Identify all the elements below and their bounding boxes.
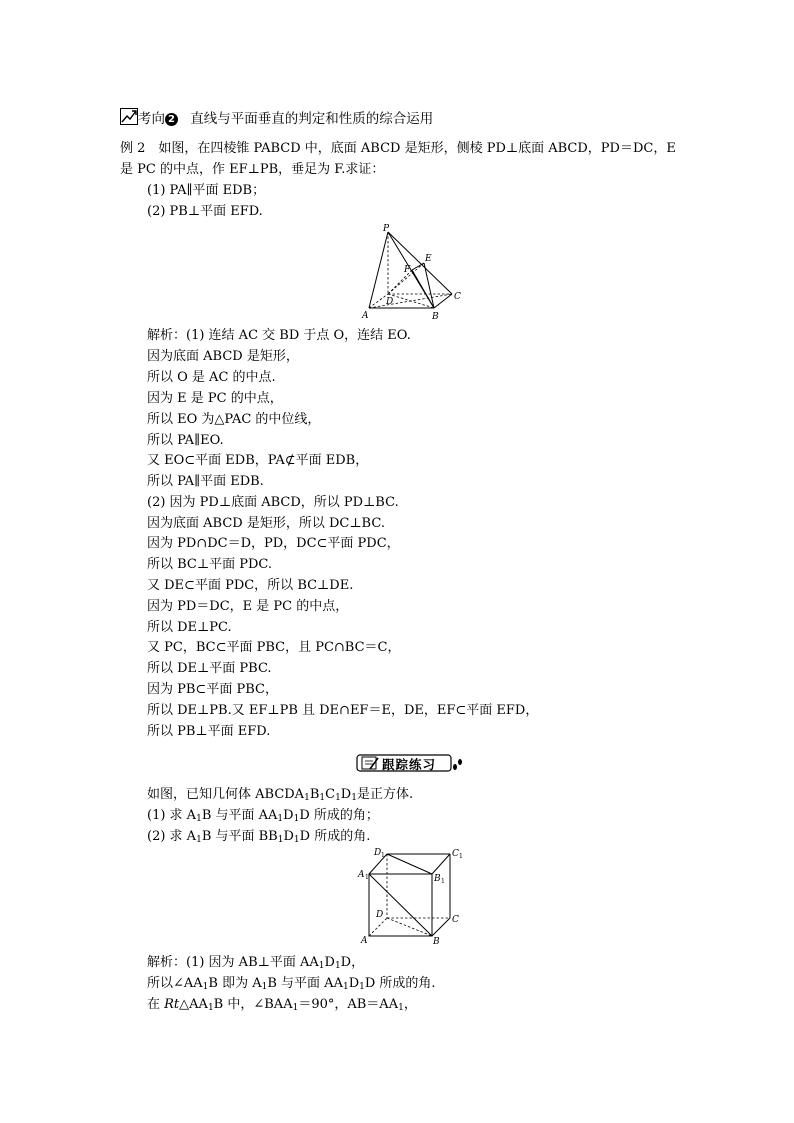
label-A: A	[361, 936, 368, 946]
solution-line: 所以 DE⊥平面 PBC.	[147, 661, 272, 676]
question-2: (2) PB⊥平面 EFD.	[147, 204, 263, 219]
solution-line: 所以 O 是 AC 的中点.	[147, 370, 276, 385]
solution-line: 又 DE⊂平面 PDC，所以 BC⊥DE.	[147, 578, 354, 593]
trend-chart-icon	[120, 108, 138, 130]
solution-line: 所以 DE⊥PB.又 EF⊥PB 且 DE∩EF＝E，DE，EF⊂平面 EFD，	[147, 703, 539, 718]
section-number-badge: 2	[165, 113, 178, 126]
label-A1-sub: 1	[365, 874, 369, 881]
label-B1-sub: 1	[441, 878, 445, 885]
solution-line: 因为 PD＝DC，E 是 PC 的中点，	[147, 599, 349, 614]
solution-line: (2) 因为 PD⊥底面 ABCD，所以 PD⊥BC.	[147, 495, 399, 510]
footprints-icon	[453, 759, 462, 770]
solution-line: 所以 PB⊥平面 EFD.	[147, 724, 271, 739]
solution-line: 因为底面 ABCD 是矩形，	[147, 349, 299, 364]
section-title: 直线与平面垂直的判定和性质的综合运用	[190, 111, 434, 127]
solution-line: 所以 BC⊥平面 PDC.	[147, 557, 273, 572]
label-C: C	[454, 292, 461, 302]
label-P: P	[383, 224, 390, 234]
label-D1-sub: 1	[381, 852, 385, 859]
pencil-book-icon	[362, 757, 378, 769]
solution2-line-2: 所以$\angle AA_1B$ 即为 $A_1B$ 与平面 $AA_1D_1D$ 所成的角.	[147, 976, 436, 992]
example-line-2: 是 PC 的中点，作 EF⊥PB，垂足为 F.求证：	[120, 162, 385, 177]
solution-line: 因为底面 ABCD 是矩形，所以 DC⊥BC.	[147, 516, 385, 531]
cube-figure	[356, 846, 468, 946]
solution-line: 又 PC，BC⊂平面 PBC，且 PC∩BC＝C，	[147, 640, 401, 655]
section-header	[120, 108, 433, 130]
label-C1-sub: 1	[459, 853, 463, 860]
solution-line: 解析：(1) 连结 AC 交 BD 于点 O，连结 EO.	[147, 328, 411, 343]
question-1: (1) PA∥平面 EDB；	[147, 183, 266, 198]
example-line-1: 例 2 如图，在四棱锥 PABCD 中，底面 ABCD 是矩形，侧棱 PD⊥底面 ABCD，PD＝DC，E	[120, 141, 676, 156]
section-prefix: 考向	[138, 111, 165, 127]
label-F: F	[404, 265, 411, 275]
label-C: C	[452, 915, 459, 925]
practice-question-1: (1) 求 $A_1B$ 与平面 $AA_1D_1D$ 所成的角；	[147, 808, 379, 824]
solution-line: 因为 PD∩DC＝D，PD，DC⊂平面 PDC，	[147, 536, 400, 551]
label-D1: D	[374, 848, 382, 858]
solution-line: 所以 PA∥EO.	[147, 433, 224, 448]
label-C1: C	[452, 849, 459, 859]
solution-line: 所以 DE⊥PC.	[147, 620, 232, 635]
solution-line: 所以 PA∥平面 EDB.	[147, 474, 264, 489]
label-A: A	[362, 311, 369, 321]
solution-line: 因为 E 是 PC 的中点，	[147, 391, 283, 406]
practice-question-2: (2) 求 $A_1B$ 与平面 $BB_1D_1D$ 所成的角.	[147, 829, 371, 845]
label-E: E	[425, 254, 432, 264]
pyramid-figure	[356, 222, 468, 322]
label-A1: A	[358, 870, 365, 880]
solution-line: 因为 PB⊂平面 PBC，	[147, 682, 278, 697]
practice-intro: 如图，已知几何体 $ABCDA_1B_1C_1D_1$是正方体.	[147, 787, 414, 803]
label-D: D	[376, 910, 384, 920]
label-B1: B	[434, 874, 441, 884]
solution2-line-1: 解析：(1) 因为 AB⊥平面 $AA_1D_1D$，	[147, 955, 365, 971]
practice-badge-label: 跟踪练习	[382, 757, 437, 772]
label-B: B	[433, 937, 440, 946]
label-B: B	[432, 312, 439, 322]
solution2-line-3: 在 $Rt\triangle AA_1B$ 中，$\angle BAA_1=90^\circ$，$AB=AA_1$，	[147, 997, 417, 1013]
solution-line: 所以 EO 为△PAC 的中位线，	[147, 412, 321, 427]
label-D: D	[386, 297, 394, 307]
solution-line: 又 EO⊂平面 EDB，PA⊄平面 EDB，	[147, 453, 369, 468]
